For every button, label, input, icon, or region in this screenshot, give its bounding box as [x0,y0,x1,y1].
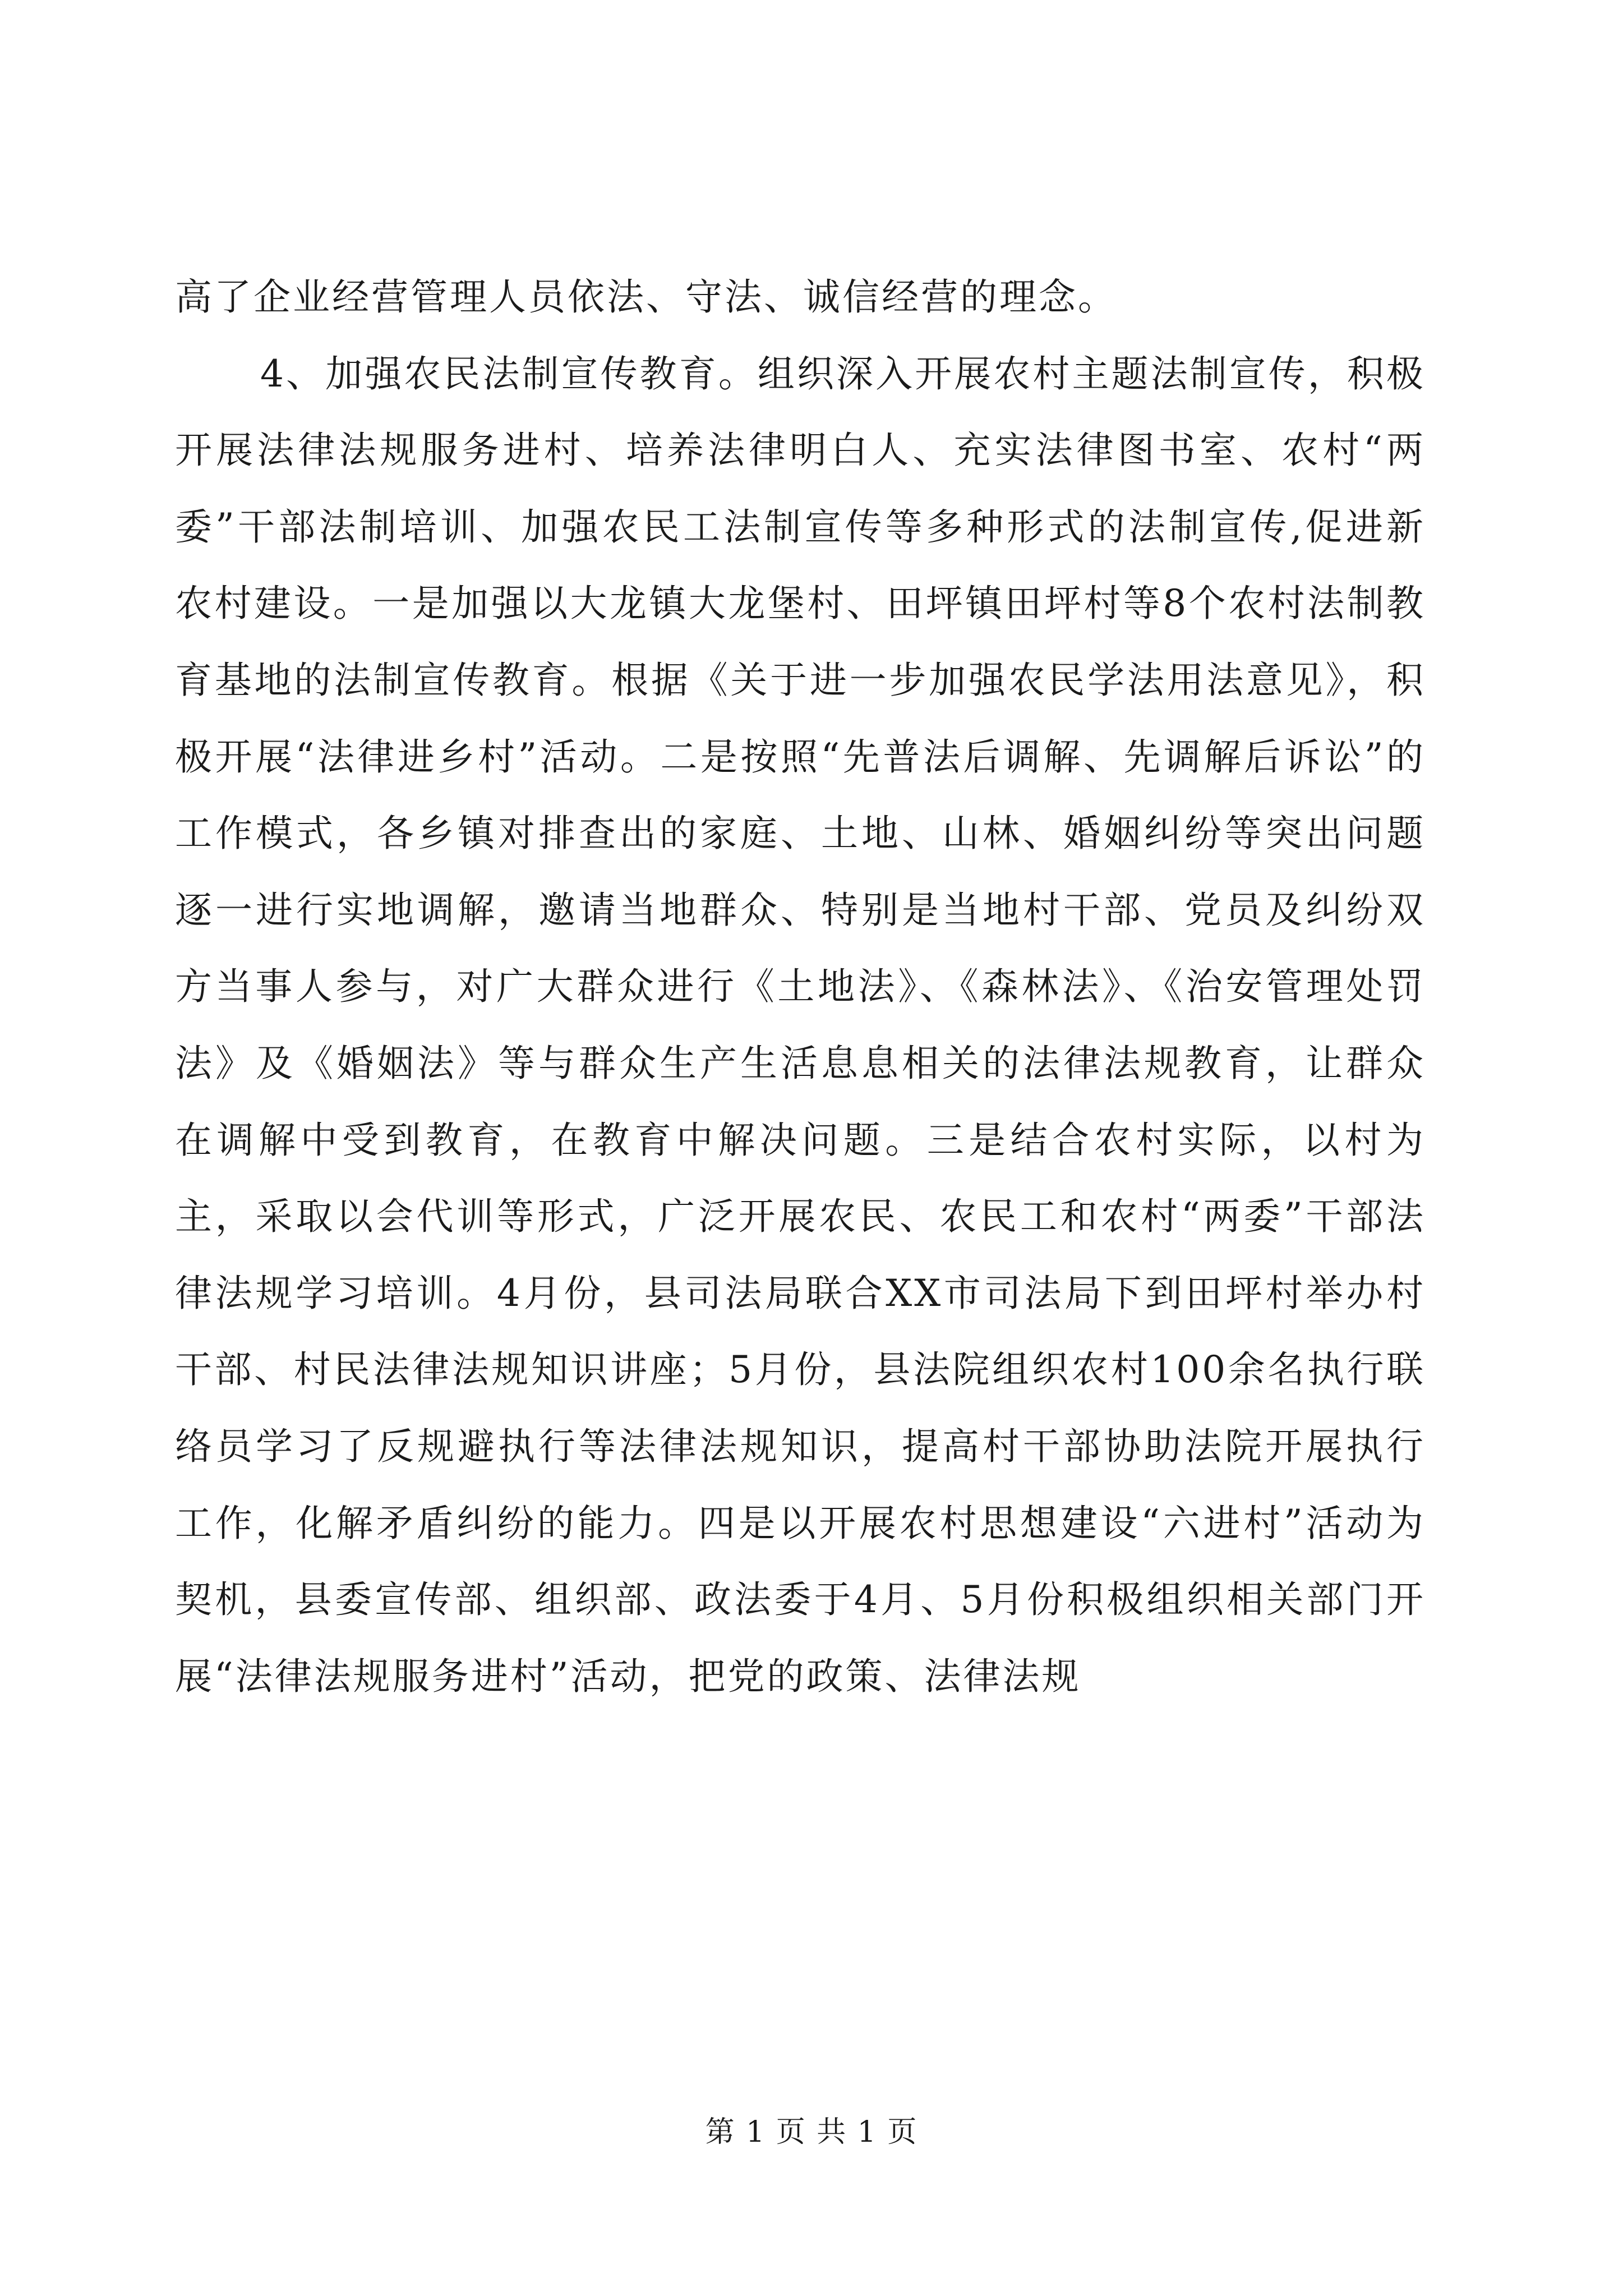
document-body [175,259,1426,1715]
paragraph-farmer-legal-education: 4、加强农民法制宣传教育。组织深入开展农村主题法制宣传，积极开展法律法规服务进村、培养法律明白人、充实法律图书室、农村“两委”干部法制培训、加强农民工法制宣传等多种形式的法制宣传,促进新农村建设。一是加强以大龙镇大龙堡村、田坪镇田坪村等8个农村法制教育基地的法制宣传教育。根据《关于进一步加强农民学法用法意见》，积极开展“法律进乡村”活动。二是按照“先普法后调解、先调解后诉讼”的工作模式，各乡镇对排查出的家庭、土地、山林、婚姻纠纷等突出问题逐一进行实地调解，邀请当地群众、特别是当地村干部、党员及纠纷双方当事人参与，对广大群众进行《土地法》、《森林法》、《治安管理处罚法》及《婚姻法》等与群众生产生活息息相关的法律法规教育，让群众在调解中受到教育，在教育中解决问题。三是结合农村实际，以村为主，采取以会代训等形式，广泛开展农民、农民工和农村“两委”干部法律法规学习培训。4月份，县司法局联合XX市司法局下到田坪村举办村干部、村民法律法规知识讲座；5月份，县法院组织农村100余名执行联络员学习了反规避执行等法律法规知识，提高村干部协助法院开展执行工作，化解矛盾纠纷的能力。四是以开展农村思想建设“六进村”活动为契机，县委宣传部、组织部、政法委于4月、5月份积极组织相关部门开展“法律法规服务进村”活动，把党的政策、法律法规 [175,352,1426,1698]
paragraph-continuation: 高了企业经营管理人员依法、守法、诚信经营的理念。 [175,275,1117,319]
page-footer: 第 1 页 共 1 页 [705,2115,918,2149]
